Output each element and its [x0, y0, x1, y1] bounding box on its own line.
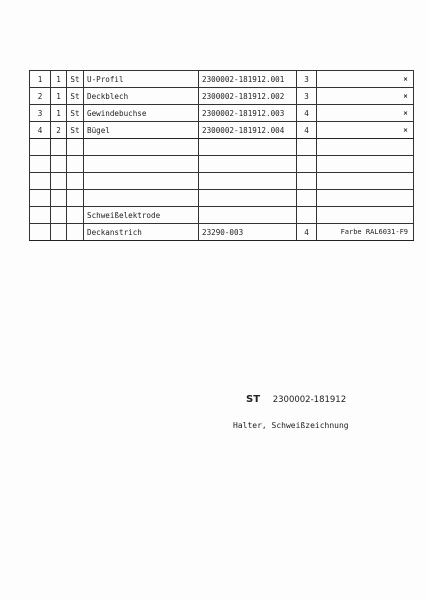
cell-sheet	[297, 173, 317, 190]
check-mark-icon: ×	[402, 110, 408, 117]
cell-part-number	[199, 139, 297, 156]
cell-note	[317, 190, 414, 207]
cell-sheet	[297, 139, 317, 156]
table-row	[30, 88, 414, 105]
cell-note	[317, 122, 414, 139]
cell-sheet-text: 4	[304, 125, 309, 135]
cell-unit	[67, 224, 84, 241]
cell-name	[84, 71, 199, 88]
cell-quantity	[51, 88, 67, 105]
cell-part-number-text: 2300002-181912.003	[202, 108, 285, 118]
table-row	[30, 122, 414, 139]
cell-part-number	[199, 207, 297, 224]
cell-sheet-text: 4	[304, 108, 309, 118]
cell-name	[84, 88, 199, 105]
check-mark-icon: ×	[402, 127, 408, 134]
cell-part-number	[199, 71, 297, 88]
cell-sheet	[297, 122, 317, 139]
cell-note	[317, 71, 414, 88]
cell-quantity	[51, 190, 67, 207]
cell-sheet-text: 3	[304, 91, 309, 101]
cell-unit	[67, 139, 84, 156]
cell-quantity-text: 1	[56, 74, 61, 84]
cell-unit	[67, 156, 84, 173]
cell-part-number-text: 2300002-181912.002	[202, 91, 285, 101]
cell-name	[84, 139, 199, 156]
cell-sheet	[297, 105, 317, 122]
cell-position	[30, 105, 51, 122]
parts-list-table	[29, 70, 414, 241]
cell-unit-text: St	[70, 91, 80, 101]
table-row	[30, 71, 414, 88]
table-row	[30, 105, 414, 122]
cell-unit	[67, 71, 84, 88]
cell-part-number-text: 23290-003	[202, 227, 244, 237]
cell-position	[30, 224, 51, 241]
cell-part-number-text: 2300002-181912.004	[202, 125, 285, 135]
cell-unit	[67, 88, 84, 105]
cell-name	[84, 190, 199, 207]
cell-part-number	[199, 156, 297, 173]
document-title: Halter, Schweißzeichnung	[233, 421, 349, 430]
cell-sheet-text: 4	[304, 227, 309, 237]
cell-name	[84, 207, 199, 224]
cell-quantity	[51, 71, 67, 88]
cell-note	[317, 173, 414, 190]
cell-part-number-text: 2300002-181912.001	[202, 74, 285, 84]
cell-unit-text: St	[70, 108, 80, 118]
cell-name	[84, 122, 199, 139]
code-number: 2300002-181912	[272, 395, 347, 405]
cell-note	[317, 88, 414, 105]
cell-quantity-text: 1	[56, 108, 61, 118]
cell-position	[30, 71, 51, 88]
cell-position-text: 2	[37, 91, 43, 101]
cell-sheet	[297, 71, 317, 88]
cell-sheet-text: 3	[304, 74, 309, 84]
cell-note	[317, 207, 414, 224]
cell-position-text: 3	[37, 108, 43, 118]
table-row	[30, 139, 414, 156]
cell-part-number	[199, 88, 297, 105]
cell-unit	[67, 105, 84, 122]
cell-note	[317, 156, 414, 173]
cell-part-number	[199, 105, 297, 122]
cell-note	[317, 224, 414, 241]
check-mark-icon: ×	[402, 76, 408, 83]
parts-list-body	[30, 71, 414, 241]
cell-quantity	[51, 224, 67, 241]
table-row	[30, 156, 414, 173]
cell-quantity	[51, 173, 67, 190]
cell-name-text: Schweißelektrode	[87, 210, 161, 220]
cell-quantity-text: 2	[56, 125, 61, 135]
cell-name-text: U-Profil	[87, 74, 124, 84]
cell-name	[84, 156, 199, 173]
cell-position	[30, 173, 51, 190]
cell-name-text: Gewindebuchse	[87, 108, 147, 118]
table-row	[30, 207, 414, 224]
cell-name-text: Bügel	[87, 125, 110, 135]
cell-position-text: 4	[37, 125, 43, 135]
cell-name	[84, 105, 199, 122]
cell-position	[30, 207, 51, 224]
cell-part-number	[199, 173, 297, 190]
cell-quantity	[51, 105, 67, 122]
cell-sheet	[297, 207, 317, 224]
table-row	[30, 190, 414, 207]
cell-position-text: 1	[37, 74, 43, 84]
cell-position	[30, 156, 51, 173]
cell-unit-text: St	[70, 74, 80, 84]
cell-quantity	[51, 156, 67, 173]
cell-note-text: Farbe RAL6031-F9	[340, 228, 408, 236]
cell-part-number	[199, 190, 297, 207]
cell-unit	[67, 207, 84, 224]
cell-sheet	[297, 190, 317, 207]
document-code	[246, 394, 346, 405]
table-row	[30, 224, 414, 241]
check-mark-icon: ×	[402, 93, 408, 100]
cell-position	[30, 190, 51, 207]
code-label: ST	[246, 394, 261, 405]
cell-note	[317, 105, 414, 122]
cell-part-number	[199, 122, 297, 139]
cell-position	[30, 122, 51, 139]
cell-position	[30, 139, 51, 156]
cell-quantity	[51, 122, 67, 139]
cell-name-text: Deckblech	[87, 91, 129, 101]
cell-quantity-text: 1	[56, 91, 61, 101]
cell-unit	[67, 122, 84, 139]
cell-quantity	[51, 139, 67, 156]
cell-position	[30, 88, 51, 105]
cell-quantity	[51, 207, 67, 224]
cell-name-text: Deckanstrich	[87, 227, 142, 237]
cell-name	[84, 173, 199, 190]
cell-sheet	[297, 88, 317, 105]
cell-unit	[67, 190, 84, 207]
cell-unit-text: St	[70, 125, 80, 135]
cell-name	[84, 224, 199, 241]
cell-unit	[67, 173, 84, 190]
table-row	[30, 173, 414, 190]
cell-part-number	[199, 224, 297, 241]
cell-sheet	[297, 224, 317, 241]
cell-sheet	[297, 156, 317, 173]
cell-note	[317, 139, 414, 156]
